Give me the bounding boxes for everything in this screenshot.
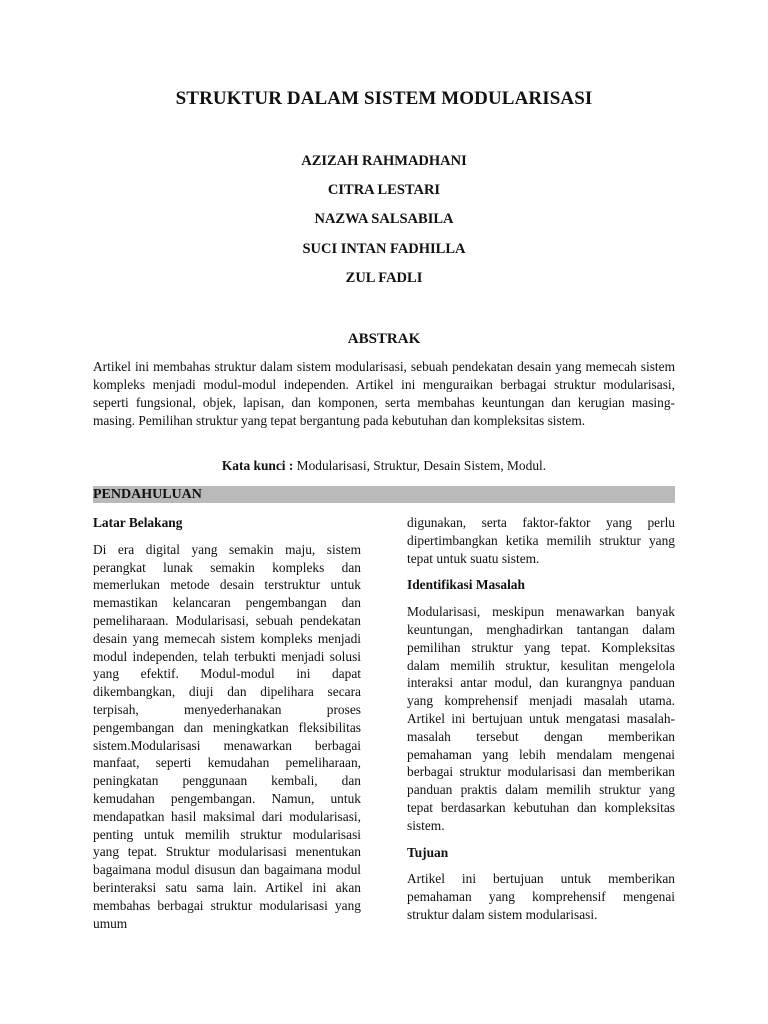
author-list xyxy=(0,151,768,297)
paper-title: STRUKTUR DALAM SISTEM MODULARISASI xyxy=(175,88,593,109)
paragraph-identifikasi-masalah: Modularisasi, meskipun menawarkan banyak keuntungan, menghadirkan tantangan dalam pemilihan struktur yang tepat. Kompleksitas dalam memilih struktur, kesulitan mengelola interaksi antar modul, dan kurangnya panduan yang komprehensif menjadi masalah utama. Artikel ini bertujuan untuk mengatasi masalah-masalah tersebut dengan memberikan pemahaman yang lebih mendalam mengenai berbagai struktur modularisasi dan memberikan panduan praktis dalam memilih struktur yang tepat berdasarkan kebutuhan dan kompleksitas sistem. xyxy=(407,604,675,833)
author-name: CITRA LESTARI xyxy=(327,182,441,199)
author-name: SUCI INTAN FADHILLA xyxy=(302,240,466,257)
author-name: NAZWA SALSABILA xyxy=(314,211,454,228)
author-name: AZIZAH RAHMADHANI xyxy=(301,153,467,169)
abstract-body: Artikel ini membahas struktur dalam sistem modularisasi, sebuah pendekatan desain yang memecah sistem kompleks menjadi modul-modul independen. Artikel ini menguraikan berbagai struktur modularisasi, seperti fungsional, objek, lapisan, dan komponen, serta membahas keuntungan dan kerugian masing-masing. Pemilihan struktur yang tepat bergantung pada kebutuhan dan kompleksitas sistem. xyxy=(93,359,675,428)
abstract-heading: ABSTRAK xyxy=(347,331,421,347)
left-column xyxy=(93,514,361,941)
paragraph-latar-belakang-continued: digunakan, serta faktor-faktor yang perlu dipertimbangkan ketika memilih struktur yang tepat untuk suatu sistem. xyxy=(407,515,675,566)
paragraph-tujuan: Artikel ini bertujuan untuk memberikan pemahaman yang komprehensif mengenai struktur dalam sistem modularisasi. xyxy=(407,871,675,922)
keywords-label: Kata kunci : xyxy=(221,458,294,473)
keywords-line xyxy=(0,457,768,475)
subheading-tujuan: Tujuan xyxy=(407,844,449,860)
right-column xyxy=(407,514,675,933)
keywords-text: Modularisasi, Struktur, Desain Sistem, Modul. xyxy=(293,458,547,473)
paragraph-latar-belakang: Di era digital yang semakin maju, sistem perangkat lunak semakin kompleks dan memerlukan metode desain terstruktur untuk memastikan kelancaran pengembangan dan pemeliharaan. Modularisasi, sebuah pendekatan desain yang memecah sistem kompleks menjadi modul independen, telah terbukti menjadi solusi yang efektif. Modul-modul ini dapat dikembangkan, diuji dan dipelihara secara terpisah, menyederhanakan proses pengembangan dan meningkatkan fleksibilitas sistem.Modularisasi menawarkan berbagai manfaat, seperti kemudahan pemeliharaan, peningkatan penggunaan kembali, dan kemudahan pengembangan. Namun, untuk mendapatkan hasil maksimal dari modularisasi, penting untuk memilih struktur modularisasi yang tepat. Struktur modularisasi menentukan bagaimana modul disusun dan bagaimana modul berinteraksi satu sama lain. Artikel ini akan membahas berbagai struktur modularisasi yang umum xyxy=(93,541,361,931)
subheading-latar-belakang: Latar Belakang xyxy=(93,515,183,530)
section-heading-pendahuluan: PENDAHULUAN xyxy=(93,486,675,503)
subheading-identifikasi-masalah: Identifikasi Masalah xyxy=(407,577,525,593)
author-name: ZUL FADLI xyxy=(345,269,423,286)
